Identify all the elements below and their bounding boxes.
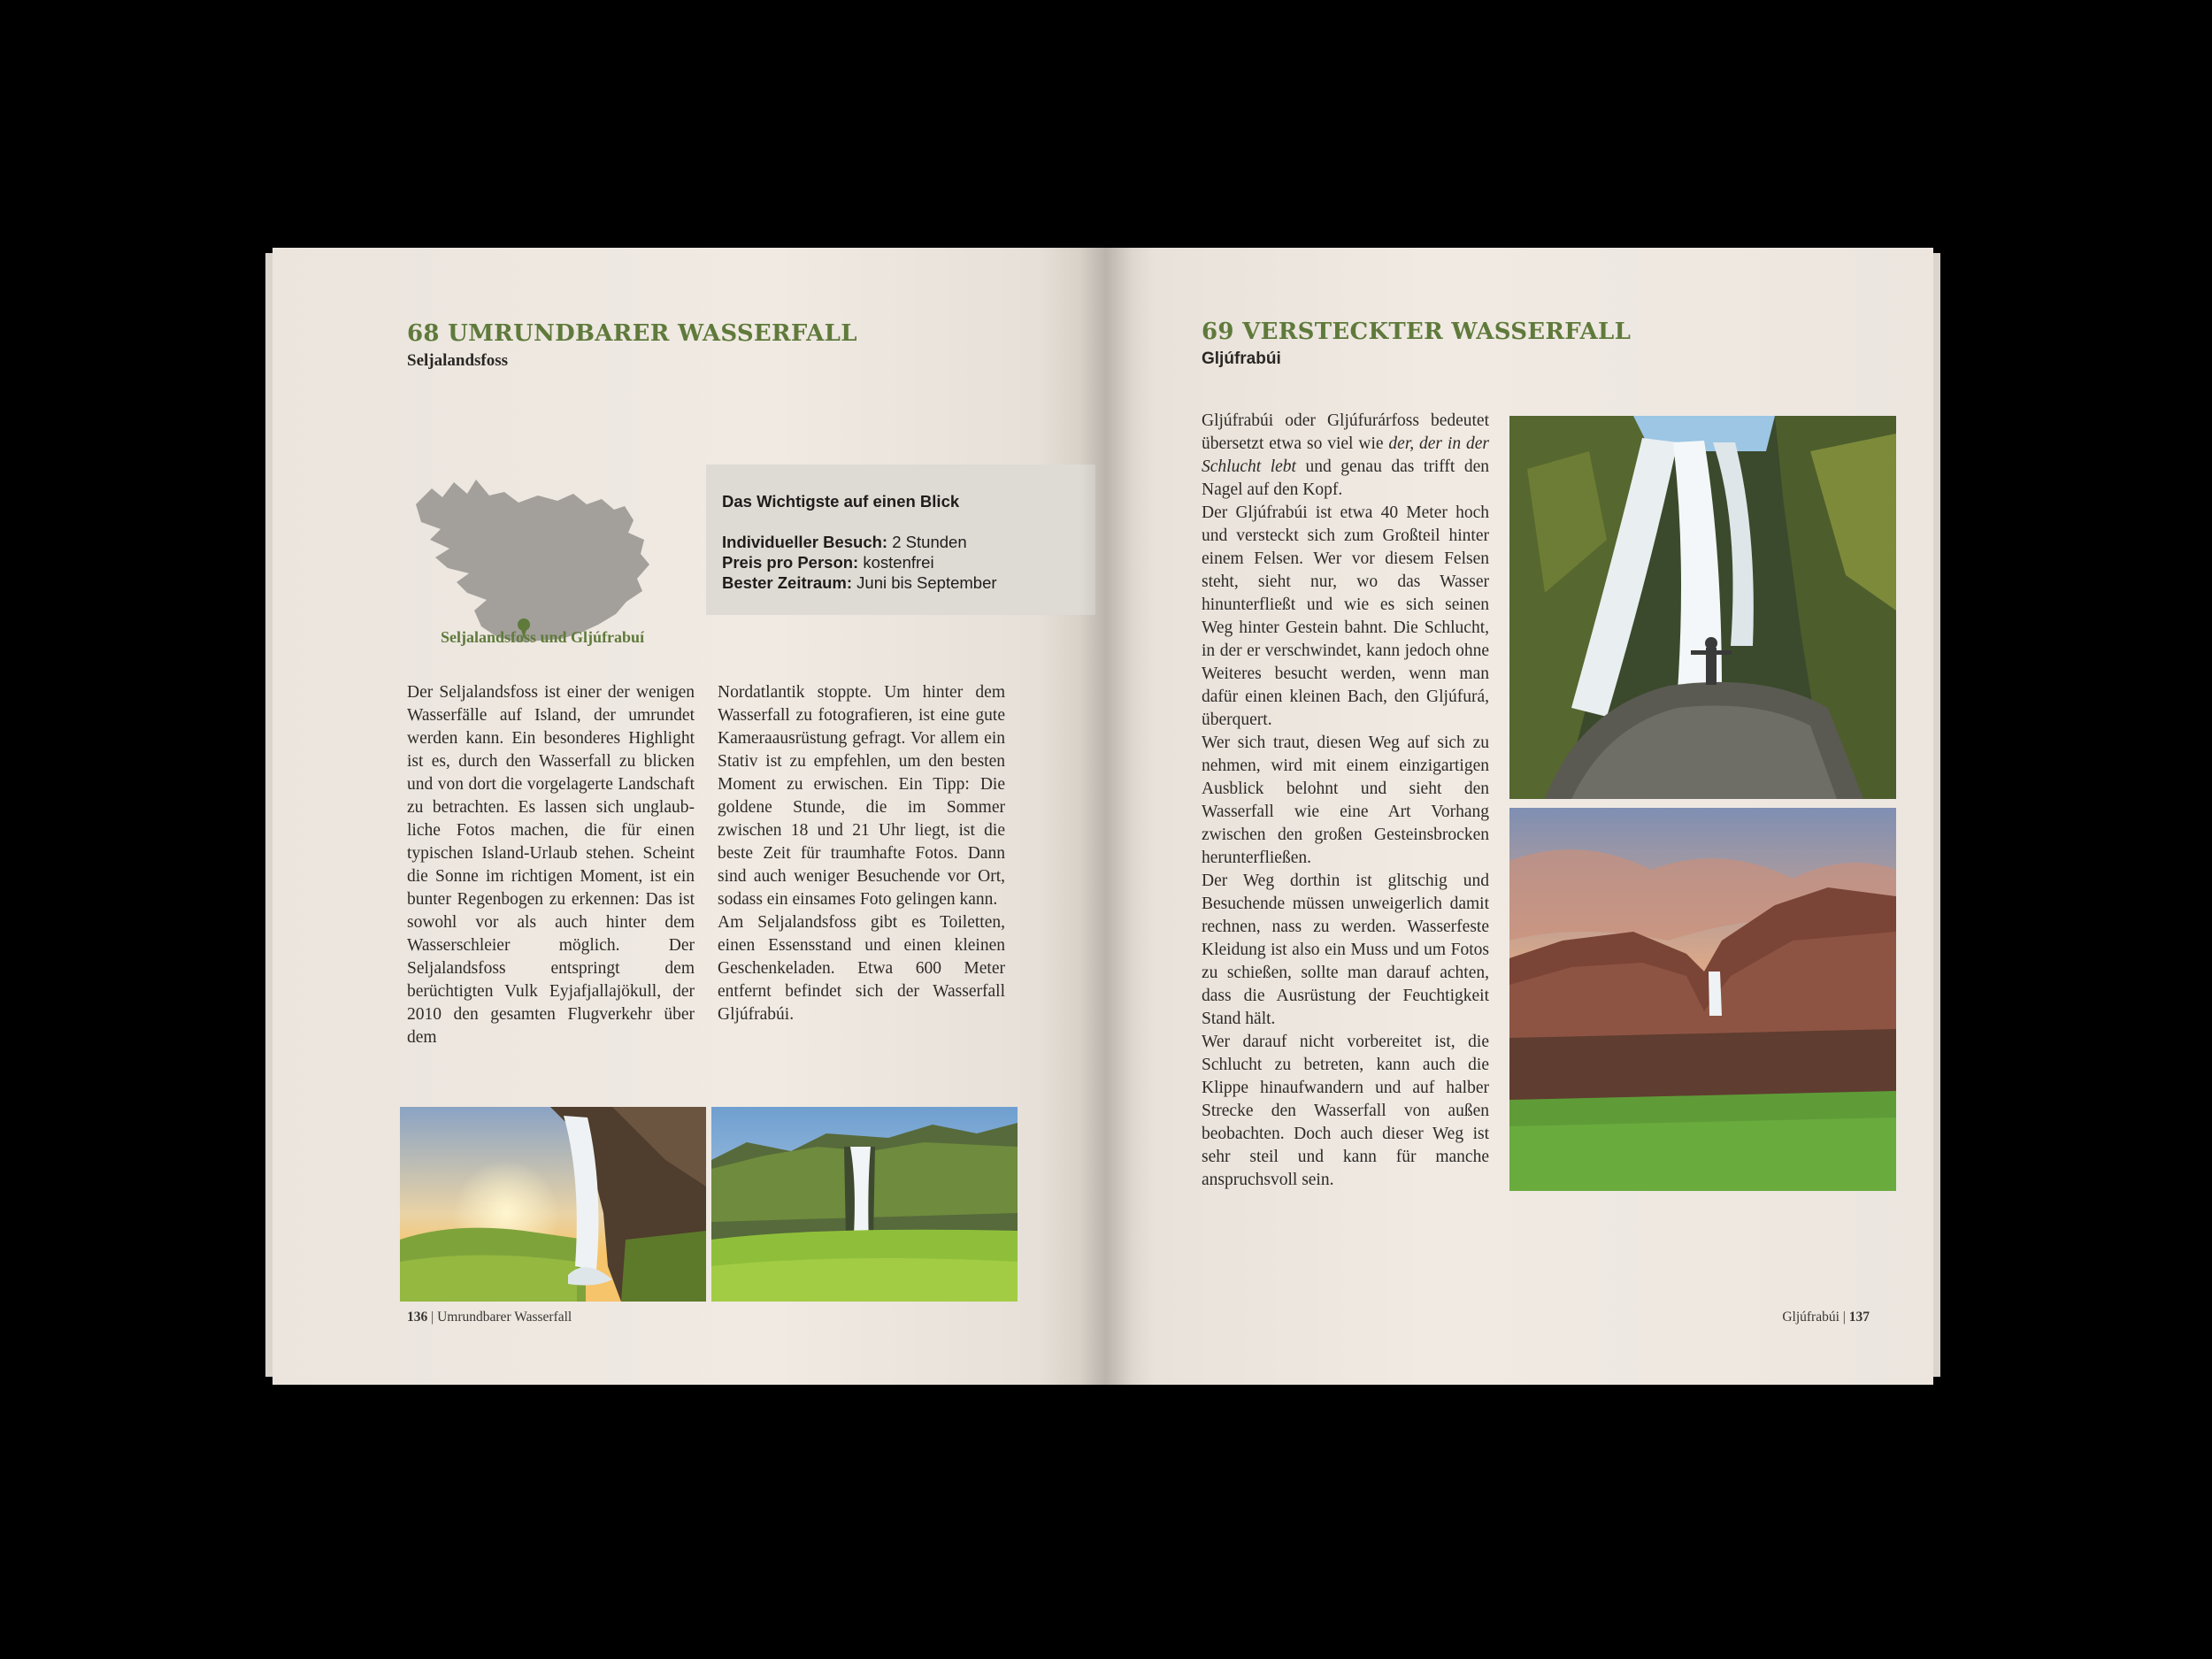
left-page xyxy=(273,248,1104,1385)
spine-shadow xyxy=(1079,248,1133,1385)
info-box-heading: Das Wichtigste auf einen Blick xyxy=(722,492,960,511)
body-paragraph: Wer darauf nicht vorbereitet ist, die Schlucht zu betreten, kann auch die Klippe hinaufwandern und auf halber Strecke den Wasserfall von außen beobachten. Doch auch dieser Weg ist sehr steil und kann für manche anspruchsvoll sein. xyxy=(1202,1033,1489,1189)
chapter-title: 69 VERSTECKTER WASSERFALL xyxy=(1202,319,1632,345)
running-title: Gljúfrabúi xyxy=(1782,1310,1839,1325)
photo-gljufrabui-gorge xyxy=(1509,416,1896,799)
right-page xyxy=(1104,248,1933,1385)
chapter-subtitle: Gljúfrabúi xyxy=(1202,349,1281,368)
page-number: 136 xyxy=(407,1310,428,1325)
page-footer-left: 136 | Umrundbarer Wasserfall xyxy=(407,1310,572,1325)
photo-gljufrabui-cliff xyxy=(1509,808,1896,1191)
body-column-2 xyxy=(718,681,1005,1026)
info-box xyxy=(706,465,1095,615)
body-paragraph: Der Weg dorthin ist glitschig und Besuchende müssen unweigerlich damit rechnen, nass zu werden. Wasserfeste Kleidung ist also ein Muss und um Fotos zu schießen, sollte man darauf achten, dass die Ausrüstung der Feuchtigkeit Stand hält. xyxy=(1202,872,1489,1028)
open-book xyxy=(265,248,1940,1385)
body-paragraph: Nordatlantik stoppte. Um hinter dem Wasserfall zu fotografieren, ist eine gute Kameraausrüstung gefragt. Vor allem ein Stativ ist zu empfehlen, um den besten Moment zu erwischen. Ein Tipp: Die goldene Stunde, die im Sommer zwischen 18 und 21 Uhr liegt, ist die beste Zeit für traumhafte Fotos. Dann sind auch weniger Besuchende vor Ort, sodass ein einsames Foto gelingen kann. xyxy=(718,683,1005,909)
info-row-season: Bester Zeitraum: Juni bis September xyxy=(722,573,997,592)
running-title: Umrundbarer Wasserfall xyxy=(437,1310,572,1325)
info-row-visit: Individueller Besuch: 2 Stunden xyxy=(722,533,967,551)
page-footer-right: Gljúfrabúi | 137 xyxy=(1782,1310,1870,1325)
body-paragraph: Der Gljúfrabúi ist etwa 40 Meter hoch und versteckt sich zum Großteil hinter einem Felsen. Wer vor diesem Felsen steht, sieht nur, wo das Wasser hinunterfließt und wie es sich seinen Weg hinter Gestein bahnt. Die Schlucht, in der er verschwindet, kann jedoch ohne Weiteres besucht werden, wenn man dafür einen kleinen Bach, den Gljúfurá, überquert. xyxy=(1202,503,1489,729)
body-column-1 xyxy=(407,681,695,1049)
map-label: Seljalandsfoss und Gljúfrabuí xyxy=(441,628,645,646)
page-number: 137 xyxy=(1848,1310,1870,1325)
photo-seljalandsfoss-behind xyxy=(400,1107,706,1302)
info-row-price: Preis pro Person: kostenfrei xyxy=(722,553,934,572)
chapter-title: 68 UMRUNDBARER WASSERFALL xyxy=(407,320,857,347)
body-paragraph: Am Seljalandsfoss gibt es Toiletten, einen Essensstand und einen kleinen Geschenkeladen. Etwa 600 Meter entfernt befindet sich der Wasserfall Gljúfrabúi. xyxy=(718,913,1005,1024)
body-paragraph: Gljúfrabúi oder Gljúfurárfoss bedeutet übersetzt etwa so viel wie der, der in der Schlucht lebt und genau das trifft den Nagel auf den Kopf. xyxy=(1202,411,1489,499)
body-paragraph: Der Seljalandsfoss ist einer der wenigen Wasserfälle auf Island, der umrundet werden kann. Ein besonderes Highlight ist es, durch den Wasserfall zu blicken und von dort die vorgelagerte Landschaft zu betrachten. Es lassen sich unglaubliche Fotos machen, die für einen typischen Island-Urlaub stehen. Scheint die Sonne im richtigen Moment, ist ein bunter Regenbogen zu erkennen: Das ist sowohl vor als auch hinter dem Wasserschleier möglich. Der Seljalandsfoss entspringt dem berüchtigten Vulk Eyjafjallajökull, der 2010 den gesamten Flugverkehr über dem xyxy=(407,683,695,1047)
photo-seljalandsfoss-front xyxy=(711,1107,1018,1302)
body-column xyxy=(1202,410,1489,1192)
body-paragraph: Wer sich traut, diesen Weg auf sich zu nehmen, wird mit einem einzigartigen Ausblick belohnt und sieht den Wasserfall wie eine Art Vorhang zwischen den großen Gesteinsbrocken herunterfließen. xyxy=(1202,733,1489,867)
chapter-subtitle: Seljalandsfoss xyxy=(407,351,509,370)
